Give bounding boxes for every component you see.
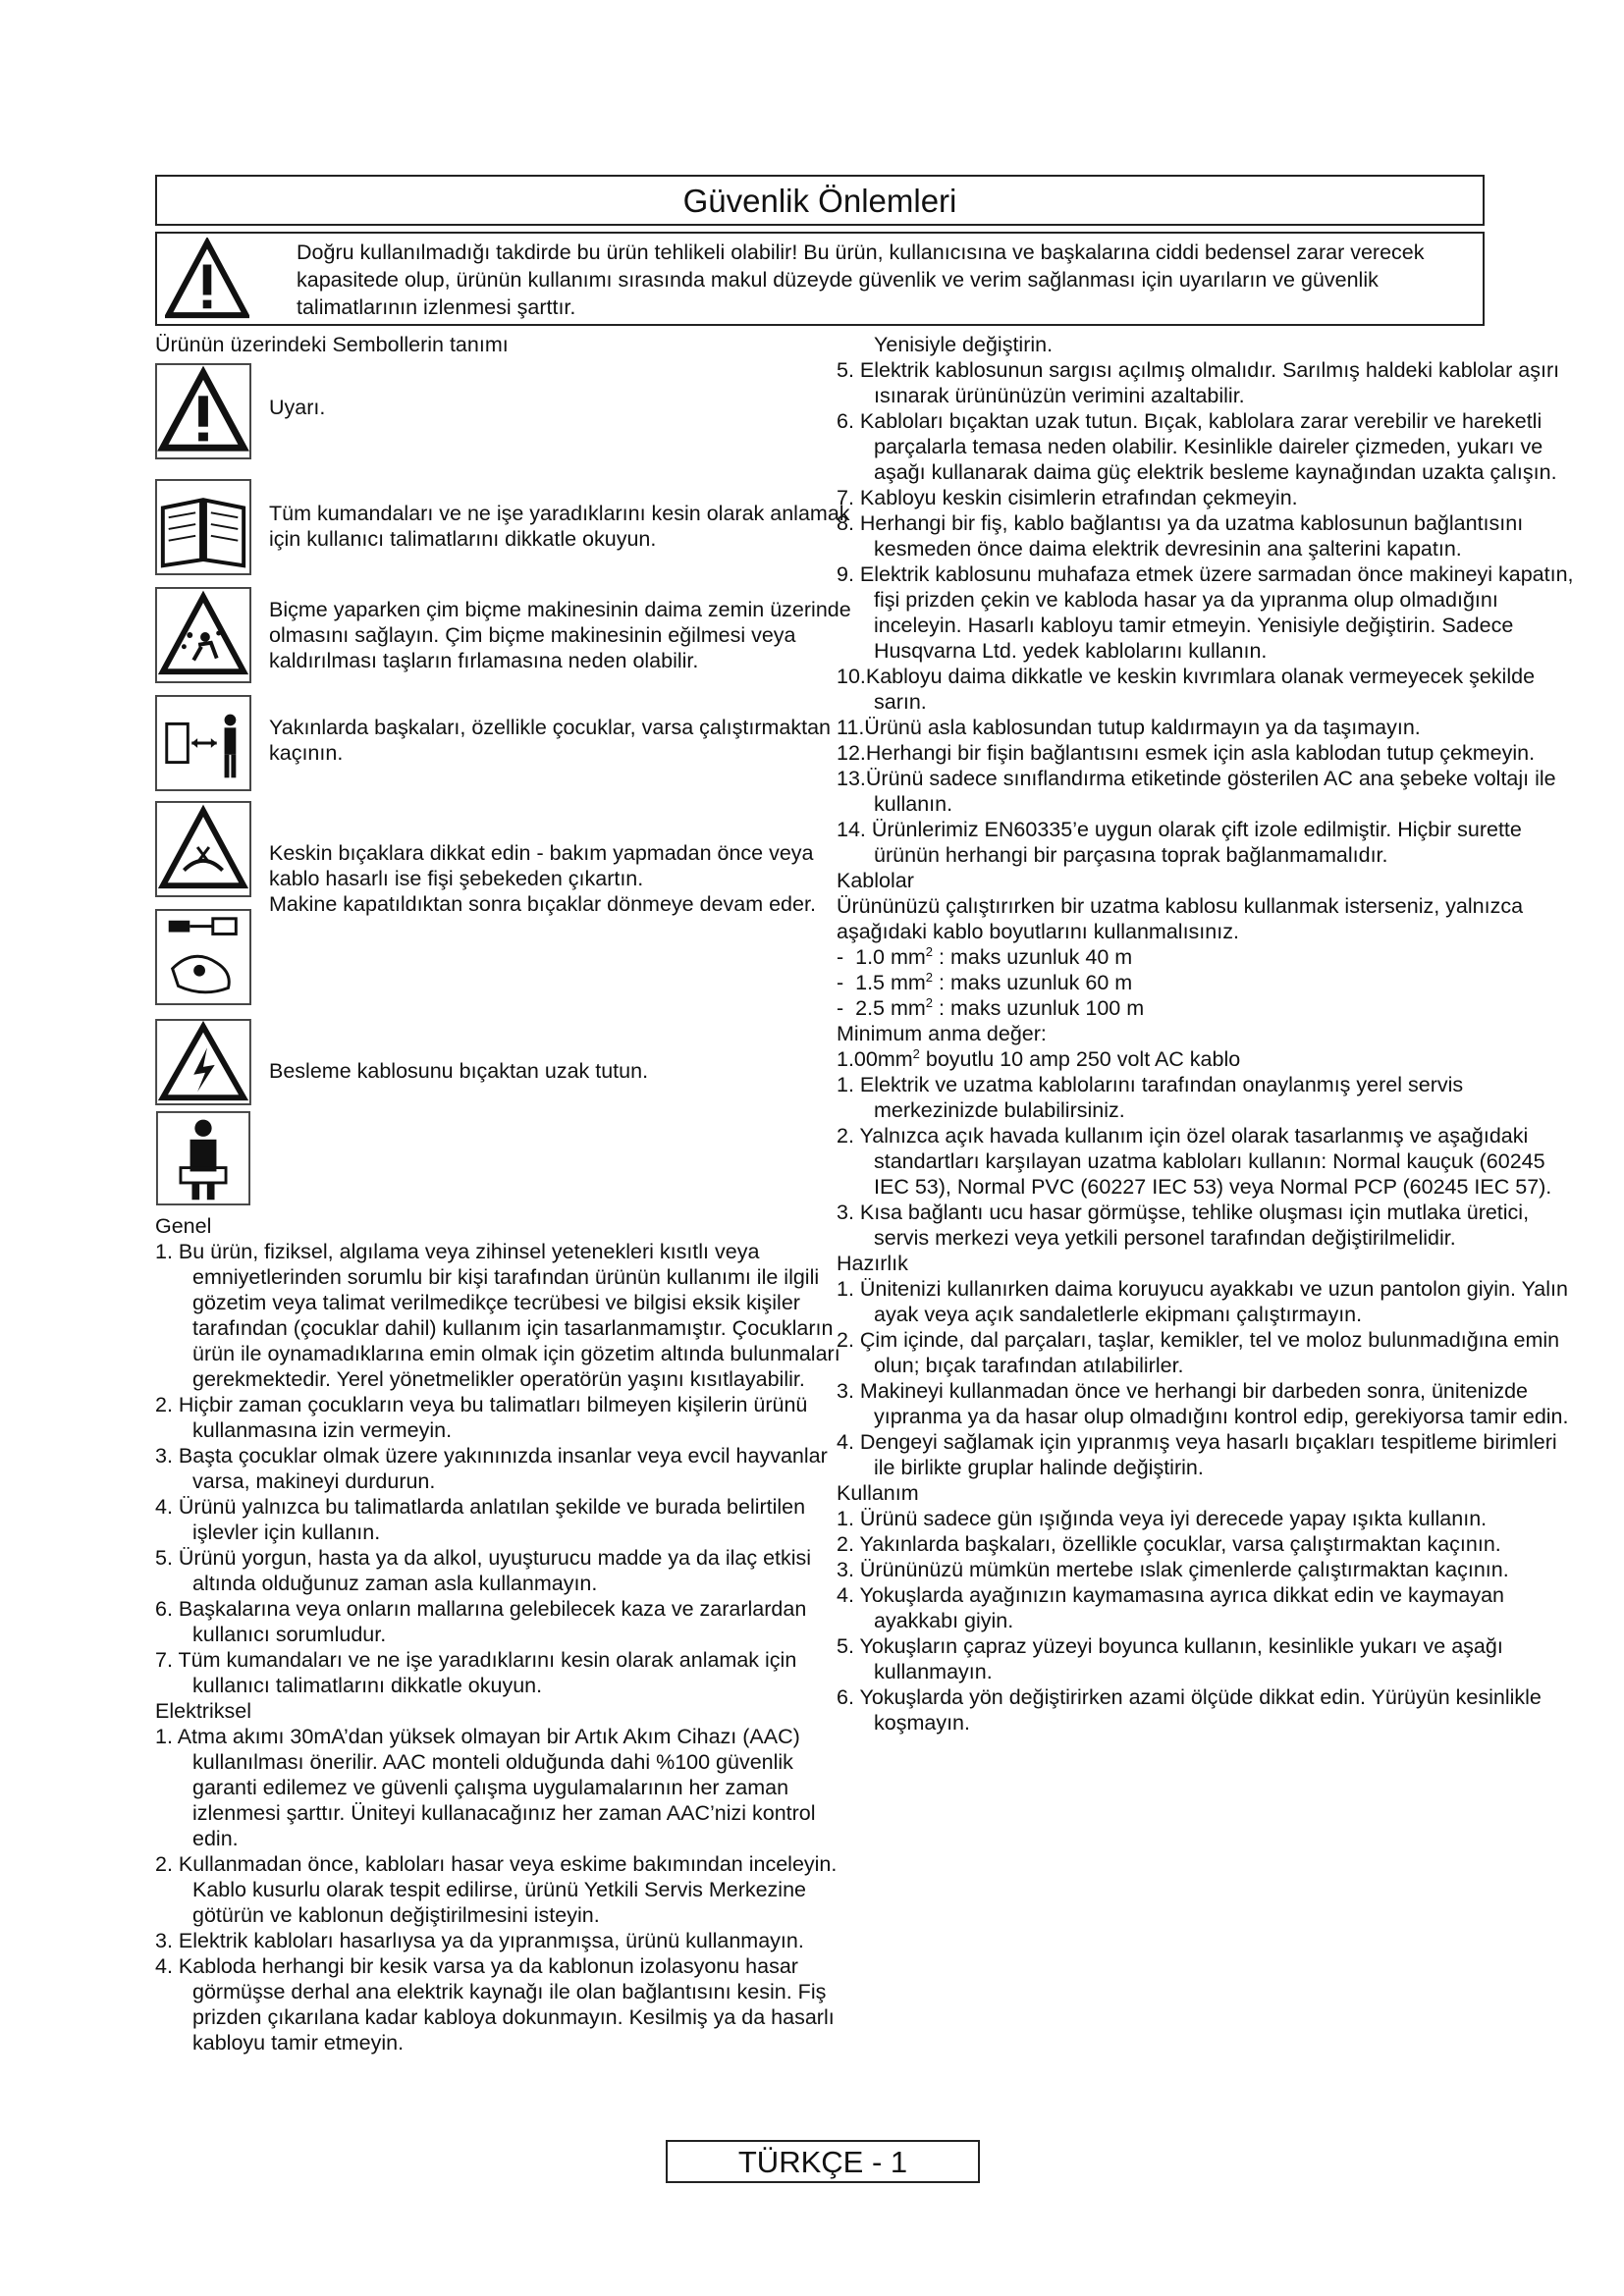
list-item: 3. Ürününüzü mümkün mertebe ıslak çimenlerde çalıştırmaktan kaçının. — [837, 1558, 1509, 1581]
elektriksel-list-continued — [837, 357, 1583, 868]
cable-size: 1.5 mm — [855, 971, 926, 994]
minimum-rest: boyutlu 10 amp 250 volt AC kablo — [919, 1047, 1241, 1071]
list-item: 2. Hiçbir zaman çocukların veya bu talimatları bilmeyen kişilerin ürünü kullanmasına izin vermeyin. — [155, 1393, 808, 1442]
list-item: 13.Ürünü sadece sınıflandırma etiketinde gösterilen AC ana şebeke voltajı ile kullanın. — [837, 767, 1556, 816]
symbol-text: Uyarı. — [269, 396, 326, 419]
symbol-row — [155, 479, 862, 587]
cable-length: : maks uzunluk 40 m — [933, 945, 1133, 969]
list-item: 6. Kabloları bıçaktan uzak tutun. Bıçak, kablolara zarar verebilir ve hareketli parçalarla temasa neden olabilir. Kesinlikle daireler çizmeden, yukarı ve aşağı kullanarak daima güç elektrik besleme kaynağından uzakta çalışın. — [837, 409, 1557, 484]
list-item: 8. Herhangi bir fiş, kablo bağlantısı ya da uzatma kablosunun bağlantısını kesmeden önce daima elektrik devresinin ana şalterini kapatın. — [837, 511, 1524, 561]
minimum-size-sup: 2 — [912, 1045, 920, 1061]
cable-length: : maks uzunluk 100 m — [933, 996, 1145, 1020]
symbol-row — [155, 587, 862, 695]
list-item: 5. Elektrik kablosunun sargısı açılmış olmalıdır. Sarılmış haldeki kablolar aşırı ısınarak ürününüzün verimini azaltabilir. — [837, 358, 1560, 407]
keep-distance-icon — [155, 695, 251, 791]
page-footer: TÜRKÇE - 1 — [666, 2140, 980, 2183]
sharp-blade-icon — [155, 801, 251, 897]
minimum-heading: Minimum anma değer: — [837, 1022, 1047, 1045]
intro-text: Doğru kullanılmadığı takdirde bu ürün tehlikeli olabilir! Bu ürün, kullanıcısına ve başkalarına ciddi bedensel zarar verecek kapasitede olup, ürünün kullanımı sırasında makul düzeyde güvenlik ve verim sağlanması için uyarıların ve güvenlik talimatlarının izlenmesi şarttır. — [297, 240, 1425, 319]
list-item: 1. Ünitenizi kullanırken daima koruyucu ayakkabı ve uzun pantolon giyin. Yalın ayak veya açık sandaletlerle ekipmanı çalıştırmayın. — [837, 1277, 1568, 1326]
list-item: 1. Atma akımı 30mA’dan yüksek olmayan bir Artık Akım Cihazı (AAC) kullanılması önerilir. AAC monteli olduğunda dahi %100 güvenlik garanti edilemez ve güvenli çalışma uygulamalarının her zaman izlenmesi şarttır. Üniteyi kullanacağınız her zaman AAC’nizi kontrol edin. — [155, 1725, 816, 1850]
list-item: 7. Tüm kumandaları ve ne işe yaradıklarını kesin olarak anlamak için kullanıcı talimatlarını dikkatle okuyun. — [155, 1648, 797, 1697]
symbol-text: Tüm kumandaları ve ne işe yaradıklarını kesin olarak anlamak için kullanıcı talimatlarını dikkatle okuyun. — [269, 502, 850, 551]
list-item: 11.Ürünü asla kablosundan tutup kaldırmayın ya da taşımayın. — [837, 716, 1421, 739]
cable-size-row: - 2.5 $mm^2$ : maks uzunluk 100 m — [837, 994, 1145, 1020]
list-item: 1. Bu ürün, fiziksel, algılama veya zihinsel yetenekleri kısıtlı veya emniyetlerinden sorumlu bir kişi tarafından ürünün kullanımı ile ilgili gözetim veya talimat verilmedikçe tecrübesi ve bilgisi eksik kişiler tarafından (çocuklar dahil) kullanım için tasarlanmamıştır. Çocukların ürün ile oynamadıklarına emin olmak için gözetim altında bulunmaları gerekmektedir. Yerel yönetmelikler operatörün yaşını kısıtlayabilir. — [155, 1240, 840, 1391]
list-item: 4. Ürünü yalnızca bu talimatlarda anlatılan şekilde ve burada belirtilen işlevler için kullanın. — [155, 1495, 806, 1544]
kullanim-heading: Kullanım — [837, 1481, 919, 1505]
list-item: 3. Başta çocuklar olmak üzere yakınınızda insanlar veya evcil hayvanlar varsa, makineyi durdurun. — [155, 1444, 828, 1493]
symbol-text — [269, 840, 858, 917]
symbol-row — [155, 695, 862, 801]
kablolar-list — [837, 1072, 1583, 1251]
kablolar-intro: Ürününüzü çalıştırırken bir uzatma kablosu kullanmak isterseniz, yalnızca aşağıdaki kablo boyutlarını kullanmalısınız. — [837, 894, 1524, 943]
cable-size: 2.5 mm — [855, 996, 926, 1020]
elektriksel-heading: Elektriksel — [155, 1699, 251, 1723]
list-item: 1. Elektrik ve uzatma kablolarını tarafından onaylanmış yerel servis merkezinizde bulabilirsiniz. — [837, 1073, 1464, 1122]
cable-size-sup: 2 — [925, 994, 934, 1010]
list-item: 9. Elektrik kablosunu muhafaza etmek üzere sarmadan önce makineyi kapatın, fişi prizden çekin ve kabloda hasar ya da yıpranma olup olmadığını inceleyin. Hasarlı kabloyu tamir etmeyin. Yenisiyle değiştirin. Sadece Husqvarna Ltd. yedek kablolarını kullanın. — [837, 562, 1574, 663]
list-item: 4. Yokuşlarda ayağınızın kaymamasına ayrıca dikkat edin ve kaymayan ayakkabı giyin. — [837, 1583, 1505, 1632]
list-item: 2. Yalnızca açık havada kullanım için özel olarak tasarlanmış ve aşağıdaki standartları karşılayan uzatma kabloları kullanın: Normal kauçuk (60245 IEC 53), Normal PVC (60227 IEC 53) veya Normal PCP (60245 IEC 57). — [837, 1124, 1552, 1199]
list-item: 3. Elektrik kabloları hasarlıysa ya da yıpranmışsa, ürünü kullanmayın. — [155, 1929, 804, 1952]
hazirlik-list — [837, 1276, 1583, 1480]
continued-text: Yenisiyle değiştirin. — [874, 333, 1054, 356]
list-item: 5. Yokuşların çapraz yüzeyi boyunca kullanın, kesinlikle yukarı ve aşağı kullanmayın. — [837, 1634, 1503, 1683]
genel-heading: Genel — [155, 1214, 212, 1238]
electric-shock-icon — [155, 1019, 251, 1105]
list-item: 6. Yokuşlarda yön değiştirirken azami ölçüde dikkat edin. Yürüyün kesinlikle koşmayın. — [837, 1685, 1542, 1735]
list-item: 10.Kabloyu daima dikkatle ve keskin kıvrımlara olanak vermeyecek şekilde sarın. — [837, 665, 1536, 714]
cable-size-row: - 1.5 $mm^2$ : maks uzunluk 60 m — [837, 969, 1133, 994]
warning-triangle-icon — [165, 238, 249, 322]
symbol-text-rotate: Makine kapatıldıktan sonra bıçaklar dönmeye devam eder. — [269, 892, 816, 916]
intro-warning-box — [155, 232, 1485, 326]
kullanim-list — [837, 1506, 1583, 1735]
cable-length: : maks uzunluk 60 m — [933, 971, 1133, 994]
left-column — [155, 332, 862, 2056]
genel-list — [155, 1239, 862, 1698]
symbol-row — [155, 1019, 862, 1213]
page-title: Güvenlik Önlemleri — [155, 175, 1485, 226]
list-item: 2. Çim içinde, dal parçaları, taşlar, kemikler, tel ve moloz bulunmadığına emin olun; bıçak tarafından atılabilirler. — [837, 1328, 1560, 1377]
list-item: 4. Dengeyi sağlamak için yıpranmış veya hasarlı bıçakları tespitleme birimleri ile birlikte gruplar halinde değiştirin. — [837, 1430, 1557, 1479]
symbol-row — [155, 357, 862, 479]
manual-book-icon — [155, 479, 251, 575]
cable-size: 1.0 mm — [855, 945, 926, 969]
symbol-text: Biçme yaparken çim biçme makinesinin daima zemin üzerinde olmasını sağlayın. Çim biçme makinesinin eğilmesi veya kaldırılması taşların fırlamasına neden olabilir. — [269, 598, 851, 672]
right-column — [837, 332, 1583, 1735]
person-with-mower-icon — [155, 1111, 251, 1205]
cable-size-sup: 2 — [925, 943, 934, 959]
list-item: 14. Ürünlerimiz EN60335’e uygun olarak çift izole edilmiştir. Hiçbir surette ürünün herhangi bir parçasına toprak bağlanmamalıdır. — [837, 818, 1522, 867]
hazirlik-heading: Hazırlık — [837, 1252, 908, 1275]
minimum-value — [837, 1046, 1583, 1072]
symbol-text: Yakınlarda başkaları, özellikle çocuklar, varsa çalıştırmaktan kaçının. — [269, 716, 831, 765]
list-item: 12.Herhangi bir fişin bağlantısını esmek için asla kablodan tutup çekmeyin. — [837, 741, 1536, 765]
cable-size-sup: 2 — [925, 969, 934, 985]
list-item: 2. Yakınlarda başkaları, özellikle çocuklar, varsa çalıştırmaktan kaçının. — [837, 1532, 1501, 1556]
elektriksel-list — [155, 1724, 862, 2056]
list-item: 3. Makineyi kullanmadan önce ve herhangi bir darbeden sonra, ünitenizde yıpranma ya da hasar olup olmadığını kontrol edip, gerekiyorsa tamir edin. — [837, 1379, 1569, 1428]
list-item: 3. Kısa bağlantı ucu hasar görmüşse, tehlike oluşması için mutlaka üretici, servis merkezi veya yetkili personel tarafından değiştirilmelidir. — [837, 1201, 1530, 1250]
list-item: 2. Kullanmadan önce, kabloları hasar veya eskime bakımından inceleyin. Kablo kusurlu olarak tespit edilirse, ürünü Yetkili Servis Merkezine götürün ve kablonun değiştirilmesini isteyin. — [155, 1852, 838, 1927]
kablolar-heading: Kablolar — [837, 869, 914, 892]
symbol-row — [155, 801, 862, 1019]
list-item: 1. Ürünü sadece gün ışığında veya iyi derecede yapay ışıkta kullanın. — [837, 1507, 1488, 1530]
symbol-text-blades: Keskin bıçaklara dikkat edin - bakım yapmadan önce veya kablo hasarlı ise fişi şebekeden çıkartın. — [269, 841, 814, 890]
list-item: 5. Ürünü yorgun, hasta ya da alkol, uyuşturucu madde ya da ilaç etkisi altında olduğunuz zaman asla kullanmayın. — [155, 1546, 812, 1595]
warning-triangle-icon — [155, 363, 251, 459]
flying-debris-icon — [155, 587, 251, 683]
symbols-heading: Ürünün üzerindeki Sembollerin tanımı — [155, 333, 509, 356]
list-item: 4. Kabloda herhangi bir kesik varsa ya da kablonun izolasyonu hasar görmüşse derhal ana elektrik kaynağı ile olan bağlantısını kesin. Fiş prizden çıkarılana kadar kabloya dokunmayın. Kesilmiş ya da hasarlı kabloyu tamir etmeyin. — [155, 1954, 835, 2055]
unplug-icon — [155, 909, 251, 1005]
list-item: 6. Başkalarına veya onların mallarına gelebilecek kaza ve zararlardan kullanıcı sorumludur. — [155, 1597, 807, 1646]
list-item: 7. Kabloyu keskin cisimlerin etrafından çekmeyin. — [837, 486, 1298, 509]
symbol-text: Besleme kablosunu bıçaktan uzak tutun. — [269, 1059, 649, 1083]
minimum-size: 1.00mm — [837, 1047, 913, 1071]
cable-size-row: - 1.0 $mm^2$ : maks uzunluk 40 m — [837, 943, 1133, 969]
